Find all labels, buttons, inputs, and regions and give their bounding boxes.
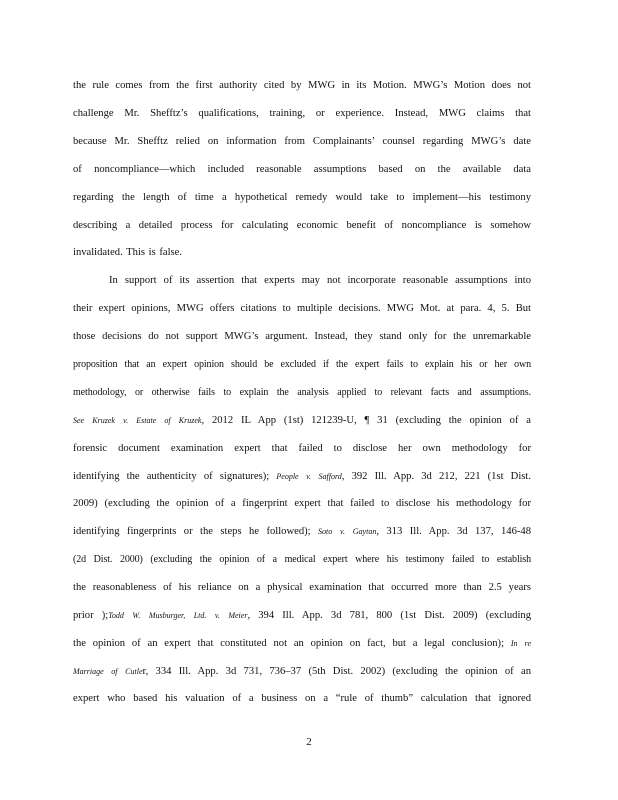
- body-line: of noncompliance—which included reasonable assumptions based on the available data: [73, 164, 531, 175]
- page-number: 2: [306, 736, 312, 748]
- body-line: forensic document examination expert that failed to disclose her own methodology for: [73, 443, 531, 454]
- body-line: those decisions do not support MWG’s argument. Instead, they stand only for the unremarkable: [73, 331, 531, 342]
- case-citation: Marriage of Cutle: [73, 667, 143, 676]
- citation-text: the opinion of an expert that constituted not an opinion on fact, but a legal conclusion);: [73, 638, 505, 649]
- case-citation: In re: [510, 639, 531, 648]
- case-citation: See Kruzek v. Estate of Kruzek: [73, 416, 202, 425]
- body-line: [73, 609, 531, 623]
- body-line: regarding the length of time a hypothetical remedy would take to implement—his testimony: [73, 192, 531, 203]
- citation-text: , 392 Ill. App. 3d 212, 221 (1st Dist.: [341, 471, 531, 482]
- body-line: [73, 414, 531, 428]
- body-line: the reasonableness of his reliance on a physical examination that occurred more than 2.5 years: [73, 582, 531, 593]
- case-citation: People v. Safford: [276, 472, 342, 481]
- body-line: expert who based his valuation of a business on a “rule of thumb” calculation that ignored: [73, 693, 531, 704]
- body-line: because Mr. Shefftz relied on information from Complainants’ counsel regarding MWG’s date: [73, 136, 531, 147]
- paragraph-first-line: In support of its assertion that experts may not incorporate reasonable assumptions into: [109, 275, 531, 286]
- citation-text: , 394 Ill. App. 3d 781, 800 (1st Dist. 2009) (excluding: [247, 610, 532, 621]
- body-line: invalidated. This is false.: [73, 247, 183, 258]
- body-line: the rule comes from the first authority cited by MWG in its Motion. MWG’s Motion does not: [73, 80, 531, 91]
- citation-text: identifying fingerprints or the steps he followed);: [73, 526, 311, 537]
- body-line: [73, 525, 531, 539]
- citation-text: , 2012 IL App (1st) 121239-U, ¶ 31 (excluding the opinion of a: [201, 415, 532, 426]
- citation-text: , 313 Ill. App. 3d 137, 146-48: [376, 526, 531, 537]
- body-line: 2009) (excluding the opinion of a fingerprint expert that failed to disclose his methodology for: [73, 498, 531, 509]
- body-line: challenge Mr. Shefftz’s qualifications, training, or experience. Instead, MWG claims that: [73, 108, 531, 119]
- body-line: [73, 470, 531, 484]
- case-citation: Soto v. Gaytan: [318, 527, 377, 536]
- citation-text: r, 334 Ill. App. 3d 731, 736–37 (5th Dist. 2002) (excluding the opinion of an: [142, 666, 531, 677]
- body-line: proposition that an expert opinion should be excluded if the expert fails to explain his or her own: [73, 359, 531, 370]
- citation-text: identifying the authenticity of signatures);: [73, 471, 270, 482]
- body-line: [73, 637, 531, 651]
- citation-text: prior );: [73, 610, 109, 621]
- body-line: describing a detailed process for calculating economic benefit of noncompliance is somehow: [73, 220, 531, 231]
- case-citation: Todd W. Musburger, Ltd. v. Meier: [108, 611, 248, 620]
- body-line: methodology, or otherwise fails to explain the analysis applied to relevant facts and assumptions.: [73, 387, 531, 398]
- body-line: their expert opinions, MWG offers citations to multiple decisions. MWG Mot. at para. 4, 5. But: [73, 303, 531, 314]
- body-line: [73, 665, 531, 679]
- body-line: (2d Dist. 2000) (excluding the opinion of a medical expert where his testimony failed to establish: [73, 554, 531, 565]
